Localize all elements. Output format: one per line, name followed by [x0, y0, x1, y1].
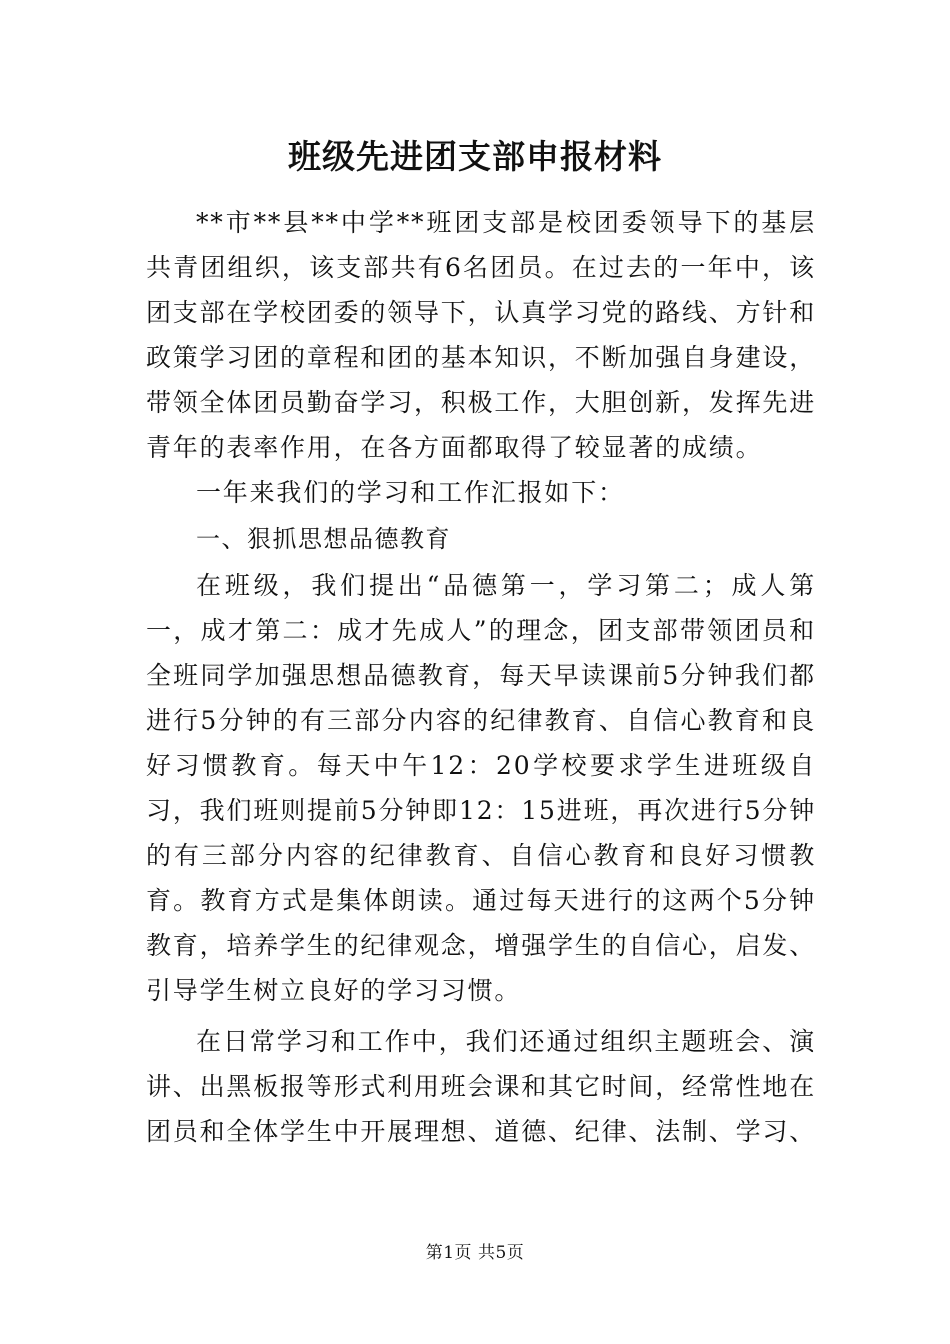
- paragraph-daily-activities: 在日常学习和工作中，我们还通过组织主题班会、演讲、出黑板报等形式利用班会课和其它时间，经常性地在团员和全体学生中开展理想、道德、纪律、法制、学习、: [146, 1027, 817, 1146]
- paragraph-intro: **市**县**中学**班团支部是校团委领导下的基层共青团组织，该支部共有6名团员。在过去的一年中，该团支部在学校团委的领导下，认真学习党的路线、方针和政策学习团的章程和团的基本知识，不断加强自身建设，带领全体团员勤奋学习，积极工作，大胆创新，发挥先进青年的表率作用，在各方面都取得了较显著的成绩。: [146, 208, 817, 462]
- document-title: 班级先进团支部申报材料: [288, 137, 662, 176]
- section-heading: 一、狠抓思想品德教育: [196, 525, 451, 553]
- paragraph-summary-lead: 一年来我们的学习和工作汇报如下：: [196, 478, 625, 507]
- page-footer: 第1页 共5页: [425, 1243, 525, 1263]
- paragraph-moral-education: 在班级，我们提出“品德第一，学习第二；成人第一，成才第二：成才先成人”的理念，团支部带领团员和全班同学加强思想品德教育，每天早读课前5分钟我们都进行5分钟的有三部分内容的纪律教育、自信心教育和良好习惯教育。每天中午12：20学校要求学生进班级自习，我们班则提前5分钟即12：15进班，再次进行5分钟的有三部分内容的纪律教育、自信心教育和良好习惯教育。教育方式是集体朗读。通过每天进行的这两个5分钟教育，培养学生的纪律观念，增强学生的自信心，启发、引导学生树立良好的学习习惯。: [146, 571, 817, 1005]
- document-body: [146, 200, 816, 1154]
